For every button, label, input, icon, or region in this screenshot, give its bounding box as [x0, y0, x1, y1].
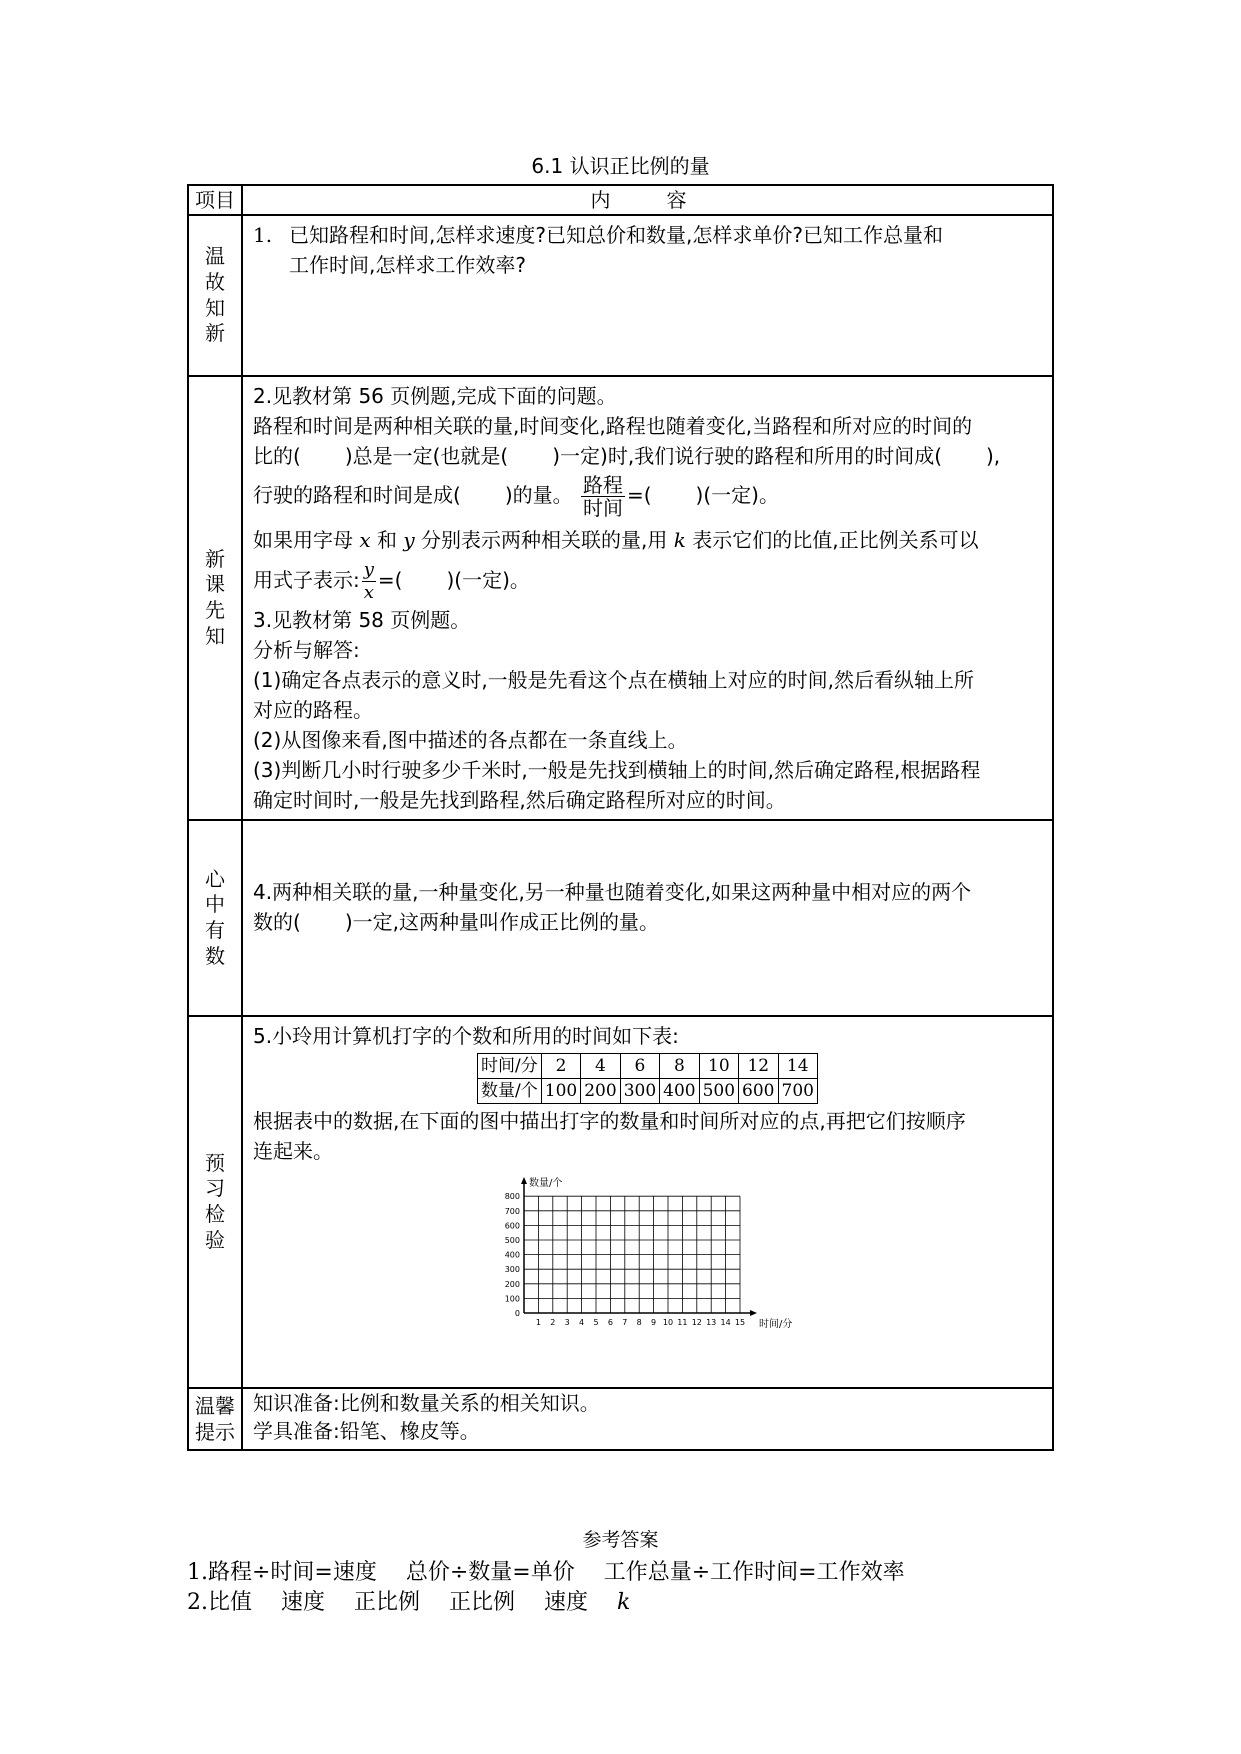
x-tick-label: 15 [734, 1318, 746, 1327]
answer-heading: 参考答案 [582, 1529, 659, 1551]
answer-line-1: 1.路程÷时间=速度 总价÷数量=单价 工作总量÷工作时间=工作效率 [187, 1560, 905, 1585]
x-tick-label: 6 [607, 1318, 613, 1327]
q2-line-3: 行驶的路程和时间是成( )的量。 $\frac{\text{路程}}{\text{时间}}$ =( )(一定)。 [253, 473, 779, 520]
table-row: 时间/分 2 4 6 8 10 12 14 [478, 1054, 818, 1079]
x-axis-arrow [750, 1310, 757, 1316]
x-tick-label: 4 [579, 1318, 585, 1327]
x-tick-label: 10 [662, 1318, 674, 1327]
question-number: 1. [253, 223, 273, 247]
q3-line-5: (3)判断几小时行驶多少千米时,一般是先找到横轴上的时间,然后确定路程,根据路程 [253, 758, 981, 782]
q3-title: 3.见教材第 58 页例题。 [253, 608, 471, 632]
tips-content [242, 1388, 1053, 1450]
q3-line-6: 确定时间时,一般是先找到路程,然后确定路程所对应的时间。 [253, 788, 786, 812]
y-tick-label: 600 [504, 1221, 520, 1231]
worksheet-title: 6.1 认识正比例的量 [531, 154, 710, 178]
q5-title: 5.小玲用计算机打字的个数和所用的时间如下表: [253, 1024, 679, 1048]
q2-title: 2.见教材第 56 页例题,完成下面的问题。 [253, 384, 617, 408]
row-label-review: 温故知新 [188, 215, 242, 376]
q2-line-5: 用式子表示: $\frac{y}{x}$ =( )(一定)。 [253, 559, 530, 603]
tips-line-2: 学具准备:铅笔、橡皮等。 [253, 1419, 480, 1443]
x-tick-label: 9 [651, 1318, 657, 1327]
tips-line-1: 知识准备:比例和数量关系的相关知识。 [253, 1391, 600, 1415]
row-mind [188, 820, 1053, 1016]
review-content [242, 215, 1053, 376]
row-label-preview: 新课先知 [188, 376, 242, 820]
y-tick-label: 200 [504, 1279, 520, 1289]
mind-content [242, 820, 1053, 1016]
q3-line-1: 分析与解答: [253, 638, 360, 662]
y-tick-label: 400 [504, 1250, 520, 1260]
blank-grid-graph[interactable] [489, 1174, 809, 1334]
q2-line-1: 路程和时间是两种相关联的量,时间变化,路程也随着变化,当路程和所对应的时间的 [253, 414, 973, 438]
row-preview [188, 376, 1053, 820]
x-tick-label: 8 [636, 1318, 642, 1327]
check-content [242, 1016, 1053, 1388]
q3-line-2: (1)确定各点表示的意义时,一般是先看这个点在横轴上对应的时间,然后看纵轴上所 [253, 668, 975, 692]
table-row: 数量/个 100 200 300 400 500 600 700 [478, 1079, 818, 1104]
q2-line-4: 如果用字母 x 和 y 分别表示两种相关联的量,用 k 表示它们的比值,正比例关系可以 [253, 528, 979, 552]
row-label-check: 预习检验 [188, 1016, 242, 1388]
x-tick-label: 14 [720, 1318, 731, 1327]
q3-line-3: 对应的路程。 [253, 698, 373, 722]
y-axis-arrow [521, 1177, 527, 1184]
y-tick-label: 800 [504, 1192, 520, 1202]
y-tick-label: 100 [504, 1294, 520, 1304]
x-tick-label: 13 [706, 1318, 717, 1327]
row-tips [188, 1388, 1053, 1450]
row-label-tips: 温馨 提示 [188, 1388, 242, 1450]
fraction-y-over-x: $\frac{y}{x}$ [363, 559, 374, 603]
header-content: 内 容 [242, 185, 1053, 215]
q3-line-4: (2)从图像来看,图中描述的各点都在一条直线上。 [253, 728, 688, 752]
x-tick-label: 1 [535, 1318, 541, 1327]
x-tick-label: 11 [677, 1318, 688, 1327]
q2-line-2: 比的( )总是一定(也就是( )一定)时,我们说行驶的路程和所用的时间成( ), [253, 444, 1001, 468]
y-tick-label: 300 [504, 1265, 520, 1275]
x-tick-label: 3 [564, 1318, 570, 1327]
x-tick-label: 7 [622, 1318, 628, 1327]
mind-line-2: 数的( )一定,这两种量叫作成正比例的量。 [253, 910, 659, 934]
q5-line-2: 连起来。 [253, 1139, 333, 1163]
x-tick-label: 2 [550, 1318, 556, 1327]
x-tick-label: 12 [691, 1318, 702, 1327]
q5-line-1: 根据表中的数据,在下面的图中描出打字的数量和时间所对应的点,再把它们按顺序 [253, 1109, 966, 1133]
x-tick-label: 5 [593, 1318, 599, 1327]
review-line-1: 已知路程和时间,怎样求速度?已知总价和数量,怎样求单价?已知工作总量和 [289, 223, 943, 247]
y-tick-label: 0 [514, 1309, 520, 1318]
header-item: 项目 [188, 185, 242, 215]
y-tick-label: 700 [504, 1206, 520, 1216]
answer-key [187, 1525, 1087, 1618]
y-axis-label: 数量/个 [529, 1178, 563, 1189]
row-review [188, 215, 1053, 376]
x-axis-label: 时间/分 [759, 1319, 793, 1330]
row-label-mind: 心中有数 [188, 820, 242, 1016]
review-line-2: 工作时间,怎样求工作效率? [289, 253, 526, 277]
row-check [188, 1016, 1053, 1388]
worksheet-table [187, 184, 1054, 1451]
y-tick-label: 500 [504, 1236, 520, 1245]
answer-line-2: 2.比值 速度 正比例 正比例 速度 k [187, 1590, 631, 1615]
typing-data-table [477, 1053, 818, 1104]
preview-content [242, 376, 1053, 820]
table-header-row [188, 185, 1053, 215]
fraction-distance-over-time: $\frac{\text{路程}}{\text{时间}}$ [582, 473, 623, 520]
mind-line-1: 4.两种相关联的量,一种量变化,另一种量也随着变化,如果这两种量中相对应的两个 [253, 880, 972, 904]
